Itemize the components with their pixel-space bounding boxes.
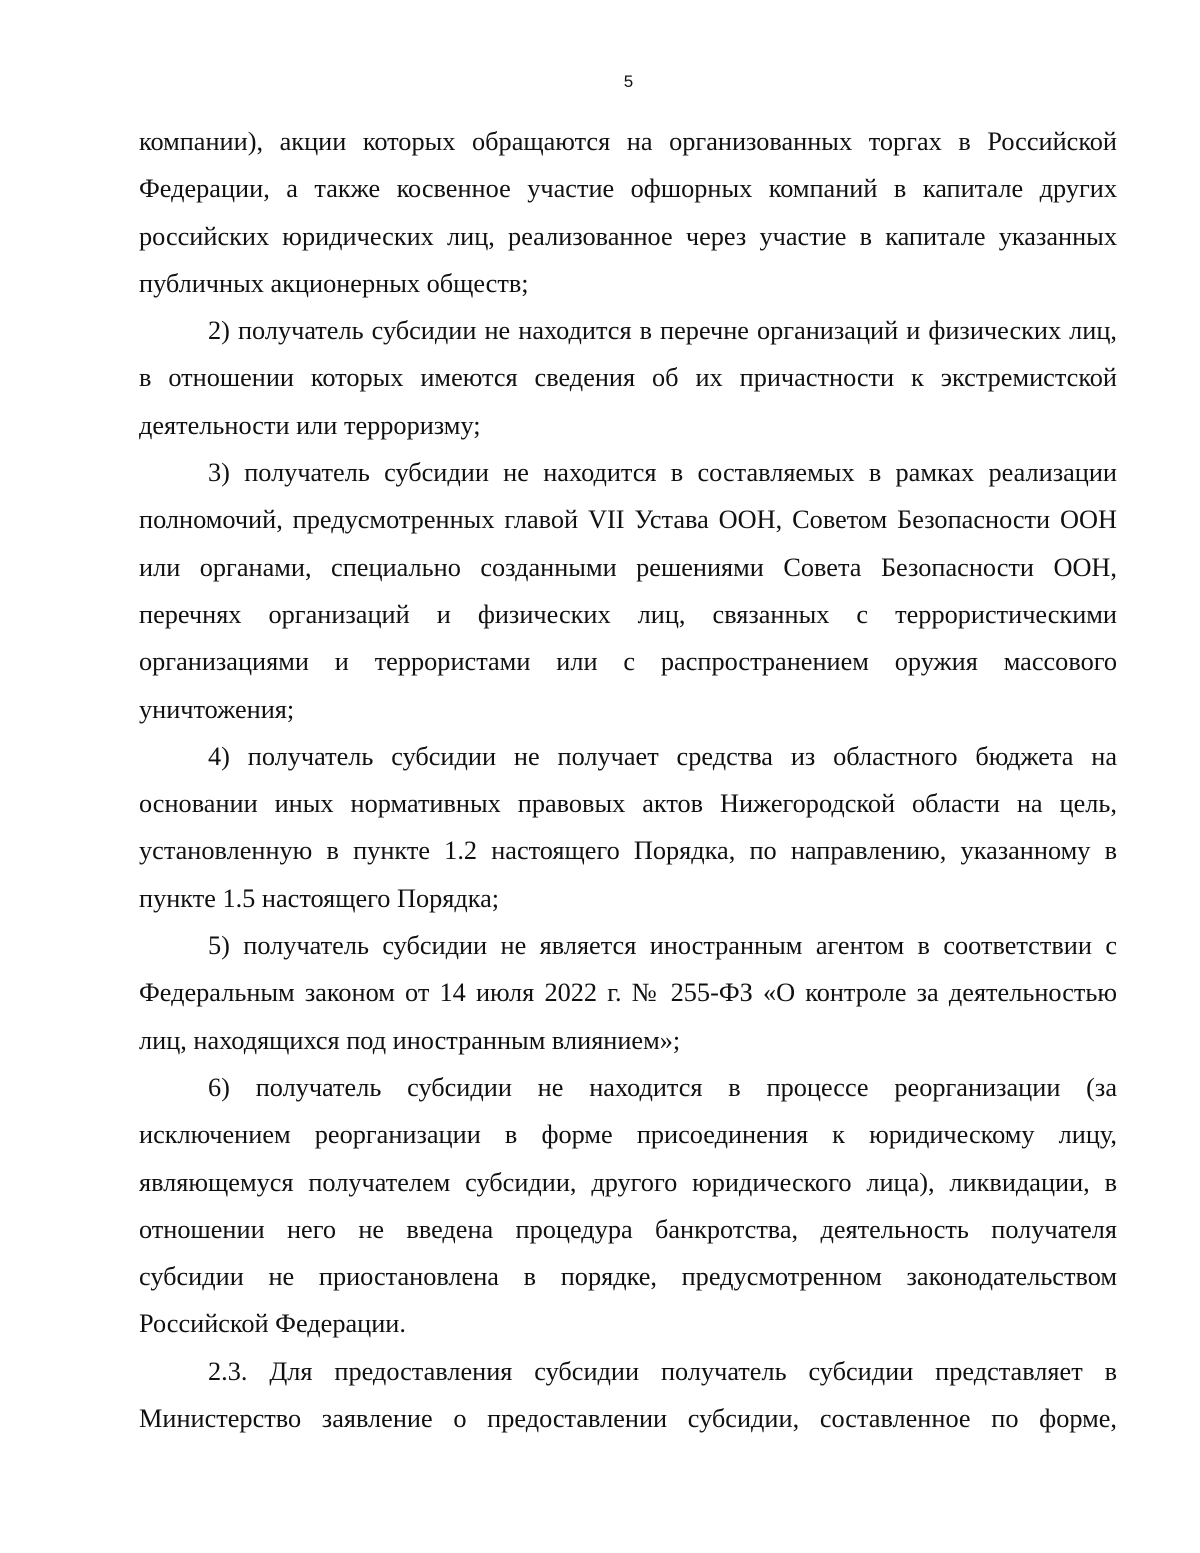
paragraph-2-3: 2.3. Для предоставления субсидии получатель субсидии представляет в Министерство заявление о предоставлении субсидии, составленное по форме, bbox=[139, 1356, 1117, 1434]
paragraph-item-2: 2) получатель субсидии не находится в перечне организаций и физических лиц, в отношении которых имеются сведения об их причастности к экстремистской деятельности или терроризму; bbox=[139, 316, 1117, 440]
paragraph-item-4: 4) получатель субсидии не получает средства из областного бюджета на основании иных нормативных правовых актов Нижегородской области на цель, установленную в пункте 1.2 настоящего Порядка, по направлению, указанному в пункте 1.5 настоящего Порядка; bbox=[139, 741, 1117, 913]
paragraph-continuation: компании), акции которых обращаются на организованных торгах в Российской Федерации, а также косвенное участие офшорных компаний в капитале других российских юридических лиц, реализованное через участие в капитале указанных публичных акционерных обществ; bbox=[139, 127, 1117, 298]
paragraph-item-6: 6) получатель субсидии не находится в процессе реорганизации (за исключением реорганизации в форме присоединения к юридическому лицу, являющемуся получателем субсидии, другого юридического лица), ликвидации, в отношении него не введена процедура банкротства, деятельность получателя субсидии не приостановлена в порядке, предусмотренном законодательством Российской Федерации. bbox=[139, 1072, 1117, 1339]
page-number: 5 bbox=[623, 72, 634, 91]
document-body bbox=[139, 118, 1117, 1442]
paragraph-item-3: 3) получатель субсидии не находится в составляемых в рамках реализации полномочий, предусмотренных главой VII Устава ООН, Советом Безопасности ООН или органами, специально созданными решениями Совета Безопасности ООН, перечнях организаций и физических лиц, связанных с террористическими организациями и террористами или с распространением оружия массового уничтожения; bbox=[139, 458, 1117, 724]
paragraph-item-5: 5) получатель субсидии не является иностранным агентом в соответствии с Федеральным законом от 14 июля 2022 г. № 255-ФЗ «О контроле за деятельностью лиц, находящихся под иностранным влиянием»; bbox=[139, 931, 1117, 1055]
